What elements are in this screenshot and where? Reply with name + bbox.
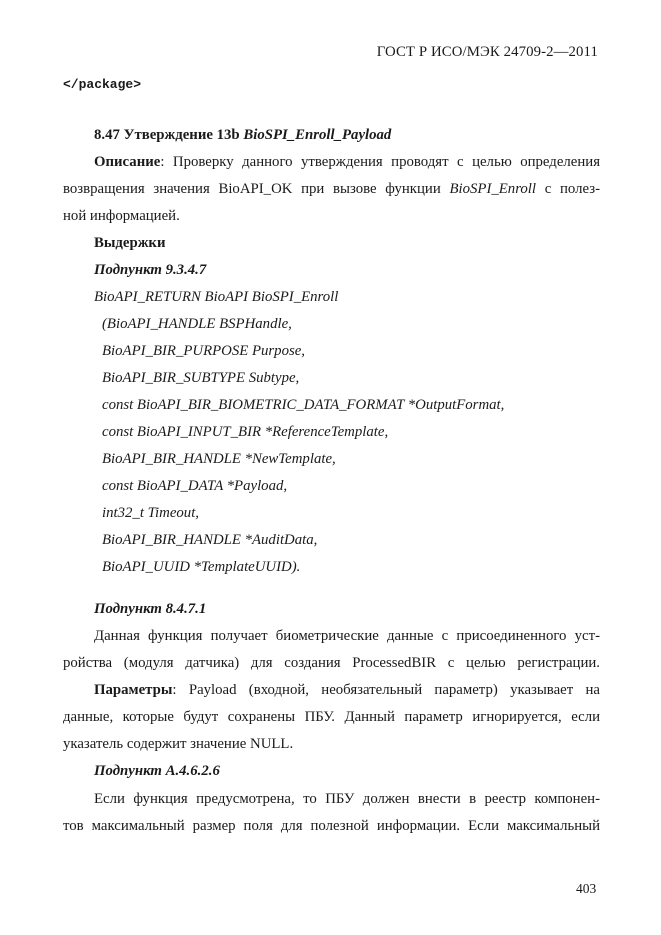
section-heading <box>94 127 391 144</box>
page-number: 403 <box>576 881 597 896</box>
signature-line: const BioAPI_BIR_BIOMETRIC_DATA_FORMAT *OutputFormat, <box>102 397 505 413</box>
subclause-label-1: Подпункт 9.3.4.7 <box>94 262 207 278</box>
signature-line: const BioAPI_DATA *Payload, <box>102 478 288 494</box>
parameters-line-1: Параметры: Payload (входной, необязательный параметр) указывает на <box>94 682 600 698</box>
signature-line: BioAPI_BIR_PURPOSE Purpose, <box>102 343 305 359</box>
paragraph-line: ройства (модуля датчика) для создания ProcessedBIR с целью регистрации. <box>63 655 600 671</box>
description-line-2: возвращения значения BioAPI_OK при вызове функции BioSPI_Enroll с полез- <box>63 181 600 197</box>
extracts-label: Выдержки <box>94 235 166 251</box>
paragraph-line: Если функция предусмотрена, то ПБУ должен внести в реестр компонен- <box>94 791 600 807</box>
subclause-label-3: Подпункт А.4.6.2.6 <box>94 763 220 779</box>
parameters-line-2: данные, которые будут сохранены ПБУ. Данный параметр игнорируется, если <box>63 709 600 725</box>
parameters-label: Параметры <box>94 682 173 698</box>
code-close-tag: </package> <box>63 77 142 92</box>
description-label: Описание <box>94 154 161 170</box>
section-number: 8.47 Утверждение 13b <box>94 127 244 143</box>
parameters-line-3: указатель содержит значение NULL. <box>63 736 294 752</box>
document-header: ГОСТ Р ИСО/МЭК 24709-2—2011 <box>376 44 598 60</box>
signature-line: BioAPI_UUID *TemplateUUID). <box>102 559 301 575</box>
signature-line: int32_t Timeout, <box>102 505 200 521</box>
signature-line: BioAPI_BIR_SUBTYPE Subtype, <box>102 370 300 386</box>
description-line-1: Описание: Проверку данного утверждения проводят с целью определения <box>94 154 600 170</box>
signature-line: BioAPI_RETURN BioAPI BioSPI_Enroll <box>94 289 339 305</box>
description-line-3: ной информацией. <box>63 208 180 224</box>
signature-line: BioAPI_BIR_HANDLE *NewTemplate, <box>102 451 336 467</box>
signature-line: BioAPI_BIR_HANDLE *AuditData, <box>102 532 318 548</box>
signature-line: const BioAPI_INPUT_BIR *ReferenceTemplate, <box>102 424 389 440</box>
section-function-name: BioSPI_Enroll_Payload <box>243 127 392 143</box>
subclause-label-2: Подпункт 8.4.7.1 <box>94 601 207 617</box>
paragraph-line: тов максимальный размер поля для полезной информации. Если максимальный <box>63 818 600 834</box>
signature-line: (BioAPI_HANDLE BSPHandle, <box>102 316 292 332</box>
paragraph-line: Данная функция получает биометрические данные с присоединенного уст- <box>94 628 600 644</box>
